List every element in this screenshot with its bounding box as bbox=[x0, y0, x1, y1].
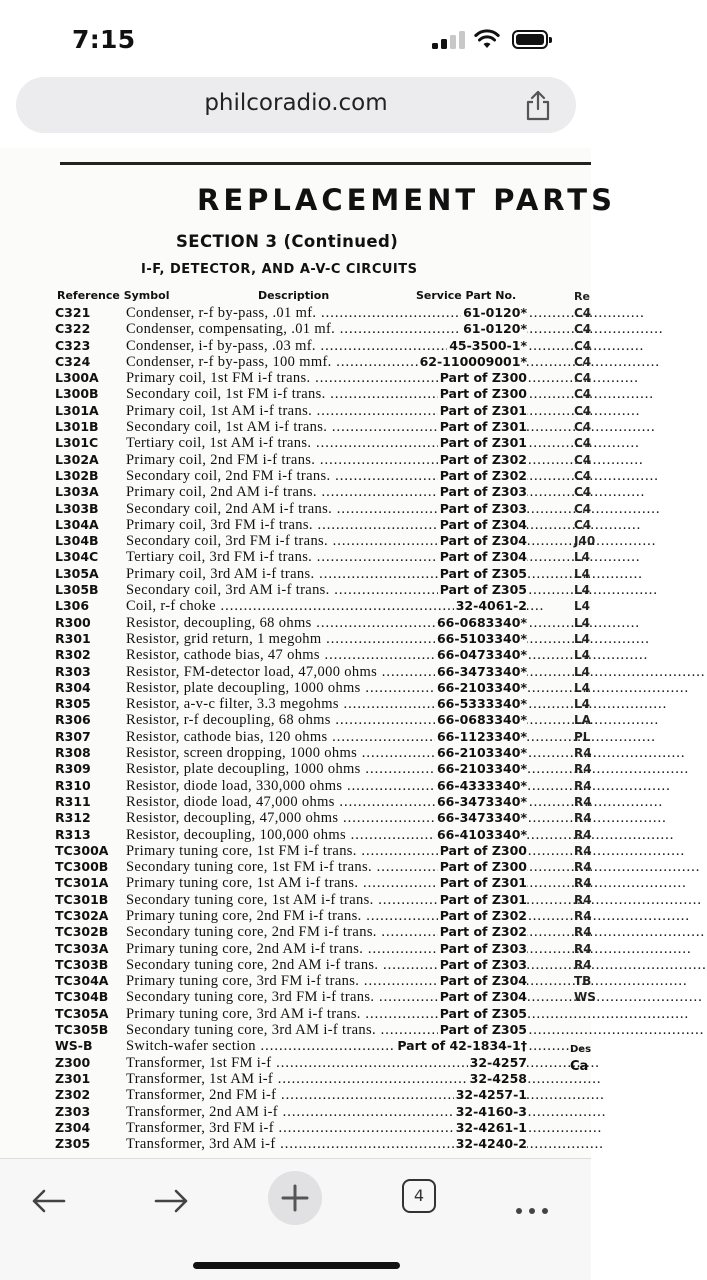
part-description: Resistor, cathode bias, 47 ohms ..... bbox=[126, 647, 449, 663]
table-row bbox=[0, 354, 591, 370]
part-description: Primary coil, 3rd FM i-f trans. ..... bbox=[126, 517, 449, 533]
adjacent-column-cell: C4 bbox=[574, 403, 592, 418]
reference-symbol: L305A bbox=[55, 565, 99, 581]
service-part-number: Part of Z300 bbox=[439, 370, 527, 386]
reference-symbol: L300B bbox=[55, 386, 99, 402]
service-part-number: Part of Z304 bbox=[439, 973, 527, 989]
service-part-number: Part of Z304 bbox=[439, 516, 527, 532]
column-header-part-no: Service Part No. bbox=[416, 289, 517, 302]
part-description: Secondary tuning core, 2nd FM i-f trans. ..... bbox=[126, 924, 449, 940]
reference-symbol: R305 bbox=[55, 696, 91, 712]
part-description: Primary tuning core, 1st FM i-f trans. ..... bbox=[126, 843, 449, 859]
document-scan bbox=[0, 148, 616, 1158]
part-description: Primary coil, 2nd AM i-f trans. ..... bbox=[126, 484, 449, 500]
table-row bbox=[0, 778, 591, 794]
service-part-number: 66-2103340* bbox=[436, 761, 527, 777]
parts-table bbox=[0, 305, 596, 1153]
service-part-number: 66-4103340* bbox=[436, 826, 527, 842]
service-part-number: 66-5333340* bbox=[436, 696, 527, 712]
table-row bbox=[0, 908, 591, 924]
reference-symbol: Z304 bbox=[55, 1119, 91, 1135]
reference-symbol: Z305 bbox=[55, 1136, 91, 1152]
service-part-number: 62-110009001* bbox=[419, 353, 527, 369]
service-part-number: 66-2103340* bbox=[436, 745, 527, 761]
service-part-number: 32-4257 bbox=[469, 1054, 527, 1070]
adjacent-column-cell: C4 bbox=[574, 452, 592, 467]
part-description: Resistor, decoupling, 100,000 ohms ..... bbox=[126, 827, 449, 843]
adjacent-column-cell: R4 bbox=[574, 811, 592, 826]
table-row bbox=[0, 989, 596, 1006]
table-row bbox=[0, 729, 591, 745]
reference-symbol: Z301 bbox=[55, 1070, 91, 1086]
service-part-number: 66-3473340* bbox=[436, 810, 527, 826]
reference-symbol: TC301A bbox=[55, 875, 109, 891]
table-row bbox=[0, 1038, 591, 1054]
part-description: Resistor, grid return, 1 megohm ..... bbox=[126, 631, 449, 647]
service-part-number: 32-4240-2 bbox=[455, 1136, 527, 1152]
adjacent-column-cell: C4 bbox=[574, 420, 592, 435]
cellular-signal-icon bbox=[432, 31, 466, 49]
adjacent-column-cell: PL bbox=[574, 729, 591, 744]
table-row bbox=[0, 957, 591, 973]
reference-symbol: C324 bbox=[55, 353, 91, 369]
service-part-number: Part of Z305 bbox=[439, 1022, 527, 1038]
column-headers bbox=[0, 289, 591, 305]
reference-symbol: C323 bbox=[55, 337, 91, 353]
adjacent-column-cell: R4 bbox=[574, 794, 592, 809]
service-part-number: 32-4160-3 bbox=[455, 1103, 527, 1119]
table-row bbox=[0, 582, 591, 598]
service-part-number: Part of Z304 bbox=[439, 533, 527, 549]
part-description: Primary tuning core, 1st AM i-f trans. ..... bbox=[126, 875, 449, 891]
reference-symbol: L301B bbox=[55, 419, 99, 435]
reference-symbol: R312 bbox=[55, 810, 91, 826]
reference-symbol: L300A bbox=[55, 370, 99, 386]
service-part-number: Part of Z301 bbox=[439, 435, 527, 451]
section-subtitle: I-F, DETECTOR, AND A-V-C CIRCUITS bbox=[141, 262, 418, 277]
service-part-number: Part of Z305 bbox=[439, 1005, 527, 1021]
service-part-number: Part of Z302 bbox=[439, 467, 527, 483]
part-description: Secondary tuning core, 3rd AM i-f trans. ..... bbox=[126, 1022, 449, 1038]
table-row bbox=[0, 680, 591, 696]
service-part-number: 66-0683340* bbox=[436, 614, 527, 630]
table-row bbox=[0, 843, 591, 859]
table-row bbox=[0, 631, 591, 647]
table-row bbox=[0, 924, 591, 940]
service-part-number: 66-1123340* bbox=[436, 728, 527, 744]
reference-symbol: TC302A bbox=[55, 907, 109, 923]
battery-icon bbox=[512, 30, 548, 49]
adjacent-column-cell: R4 bbox=[574, 843, 592, 858]
reference-symbol: L301A bbox=[55, 402, 99, 418]
part-description: Primary tuning core, 2nd FM i-f trans. ..... bbox=[126, 908, 449, 924]
service-part-number: Part of Z304 bbox=[439, 989, 527, 1005]
adjacent-column-cell: L4 bbox=[574, 599, 590, 614]
service-part-number: Part of Z303 bbox=[439, 500, 527, 516]
table-row bbox=[0, 794, 591, 810]
reference-symbol: C322 bbox=[55, 321, 91, 337]
service-part-number: Part of Z300 bbox=[439, 842, 527, 858]
part-description: Condenser, i-f by-pass, .03 mf. ..... bbox=[126, 338, 449, 354]
adjacent-column-cell: LA bbox=[574, 713, 591, 728]
part-description: Resistor, r-f decoupling, 68 ohms ..... bbox=[126, 712, 449, 728]
reference-symbol: R308 bbox=[55, 745, 91, 761]
part-description: Secondary tuning core, 3rd FM i-f trans. ..... bbox=[126, 989, 449, 1005]
part-description: Resistor, plate decoupling, 1000 ohms ..... bbox=[126, 761, 449, 777]
service-part-number: 61-0120* bbox=[463, 321, 527, 337]
adjacent-column-cell: C4 bbox=[574, 468, 592, 483]
part-description: Switch-wafer section ..... bbox=[126, 1038, 449, 1054]
reference-symbol: TC305B bbox=[55, 1022, 109, 1038]
service-part-number: 66-0473340* bbox=[436, 647, 527, 663]
part-description: Primary tuning core, 3rd AM i-f trans. ..... bbox=[126, 1006, 449, 1022]
table-row bbox=[0, 892, 591, 908]
table-row bbox=[0, 452, 591, 468]
table-row bbox=[0, 712, 591, 728]
part-description: Coil, r-f choke ..... bbox=[126, 598, 449, 614]
share-icon[interactable] bbox=[523, 90, 553, 122]
table-row bbox=[0, 533, 596, 550]
part-description: Resistor, diode load, 47,000 ohms ..... bbox=[126, 794, 449, 810]
reference-symbol: R306 bbox=[55, 712, 91, 728]
reference-symbol: R303 bbox=[55, 663, 91, 679]
adjacent-column-cell: L4 bbox=[574, 680, 590, 695]
adjacent-column-cell: R4 bbox=[574, 925, 592, 940]
part-description: Condenser, compensating, .01 mf. ..... bbox=[126, 321, 449, 337]
reference-symbol: Z303 bbox=[55, 1103, 91, 1119]
part-description: Secondary coil, 2nd FM i-f trans. ..... bbox=[126, 468, 449, 484]
part-description: Resistor, screen dropping, 1000 ohms ..... bbox=[126, 745, 449, 761]
browser-toolbar bbox=[0, 1158, 591, 1280]
adjacent-column-cell: R4 bbox=[574, 860, 592, 875]
service-part-number: Part of 42-1834-1† bbox=[397, 1038, 527, 1054]
reference-symbol: L304C bbox=[55, 549, 99, 565]
service-part-number: 66-4333340* bbox=[436, 777, 527, 793]
reference-symbol: C321 bbox=[55, 305, 91, 320]
adjacent-note-1: Des bbox=[570, 1044, 592, 1055]
part-description: Resistor, FM-detector load, 47,000 ohms ..... bbox=[126, 664, 449, 680]
part-description: Transformer, 1st FM i-f ..... bbox=[126, 1055, 449, 1071]
table-row bbox=[0, 403, 591, 419]
table-row bbox=[0, 435, 591, 451]
table-row bbox=[0, 875, 591, 891]
plus-icon bbox=[268, 1171, 322, 1225]
forward-button[interactable] bbox=[146, 1175, 198, 1227]
adjacent-column-cutoff bbox=[574, 289, 596, 1006]
adjacent-column-cell: R4 bbox=[574, 827, 592, 842]
adjacent-column-cell: L4 bbox=[574, 566, 590, 581]
wifi-icon bbox=[474, 27, 500, 49]
adjacent-column-cell: R4 bbox=[574, 762, 592, 777]
part-description: Resistor, cathode bias, 120 ohms ..... bbox=[126, 729, 449, 745]
service-part-number: Part of Z300 bbox=[439, 386, 527, 402]
part-description: Secondary coil, 1st AM i-f trans. ..... bbox=[126, 419, 449, 435]
reference-symbol: L304A bbox=[55, 516, 99, 532]
table-row bbox=[0, 419, 591, 435]
adjacent-column-cell: C4 bbox=[574, 485, 592, 500]
reference-symbol: L303A bbox=[55, 484, 99, 500]
status-time: 7:15 bbox=[72, 25, 136, 54]
reference-symbol: L302A bbox=[55, 451, 99, 467]
part-description: Tertiary coil, 3rd FM i-f trans. ..... bbox=[126, 549, 449, 565]
reference-symbol: TC303A bbox=[55, 940, 109, 956]
reference-symbol: Z302 bbox=[55, 1087, 91, 1103]
adjacent-column-cell: L4 bbox=[574, 615, 590, 630]
service-part-number: Part of Z302 bbox=[439, 451, 527, 467]
reference-symbol: Z300 bbox=[55, 1054, 91, 1070]
table-row bbox=[0, 305, 591, 321]
service-part-number: 61-0120* bbox=[463, 305, 527, 320]
part-description: Primary coil, 3rd AM i-f trans. ..... bbox=[126, 566, 449, 582]
part-description: Secondary coil, 3rd AM i-f trans. ..... bbox=[126, 582, 449, 598]
part-description: Transformer, 3rd FM i-f ..... bbox=[126, 1120, 449, 1136]
table-row bbox=[0, 810, 591, 826]
table-row bbox=[0, 827, 591, 843]
reference-symbol: L305B bbox=[55, 582, 99, 598]
reference-symbol: WS-B bbox=[55, 1038, 93, 1054]
part-description: Primary coil, 1st FM i-f trans. ..... bbox=[126, 370, 449, 386]
table-row bbox=[0, 598, 591, 614]
table-row bbox=[0, 321, 591, 337]
address-bar[interactable] bbox=[16, 77, 576, 133]
service-part-number: 66-3473340* bbox=[436, 793, 527, 809]
service-part-number: Part of Z303 bbox=[439, 484, 527, 500]
table-row bbox=[0, 501, 591, 517]
part-description: Secondary tuning core, 2nd AM i-f trans. ..... bbox=[126, 957, 449, 973]
adjacent-column-cell: R4 bbox=[574, 778, 592, 793]
service-part-number: 66-5103340* bbox=[436, 630, 527, 646]
table-row bbox=[0, 338, 591, 354]
table-row bbox=[0, 1055, 591, 1071]
table-row bbox=[0, 484, 591, 500]
adjacent-column-cell: J40 bbox=[574, 534, 596, 549]
table-row bbox=[0, 761, 591, 777]
table-row bbox=[0, 1006, 591, 1022]
reference-symbol: TC300B bbox=[55, 859, 109, 875]
part-description: Secondary coil, 2nd AM i-f trans. ..... bbox=[126, 501, 449, 517]
reference-symbol: R307 bbox=[55, 728, 91, 744]
table-row bbox=[0, 1071, 591, 1087]
part-description: Primary tuning core, 2nd AM i-f trans. ..... bbox=[126, 941, 449, 957]
reference-symbol: TC300A bbox=[55, 842, 109, 858]
part-description: Primary coil, 2nd FM i-f trans. ..... bbox=[126, 452, 449, 468]
table-row bbox=[0, 745, 591, 761]
table-row bbox=[0, 1104, 591, 1120]
reference-symbol: R313 bbox=[55, 826, 91, 842]
part-description: Tertiary coil, 1st AM i-f trans. ..... bbox=[126, 435, 449, 451]
table-row bbox=[0, 370, 591, 386]
adjacent-column-cell: L4 bbox=[574, 550, 590, 565]
adjacent-column-header: Re bbox=[574, 290, 590, 303]
part-description: Resistor, diode load, 330,000 ohms ..... bbox=[126, 778, 449, 794]
header-rule bbox=[60, 162, 591, 165]
reference-symbol: L303B bbox=[55, 500, 99, 516]
section-heading: SECTION 3 (Continued) bbox=[176, 232, 399, 251]
service-part-number: Part of Z305 bbox=[439, 565, 527, 581]
adjacent-column-cell: C4 bbox=[574, 354, 592, 369]
table-row bbox=[0, 1120, 591, 1136]
reference-symbol: R301 bbox=[55, 630, 91, 646]
reference-symbol: L304B bbox=[55, 533, 99, 549]
adjacent-note-2: Ca bbox=[570, 1059, 589, 1074]
reference-symbol: R300 bbox=[55, 614, 91, 630]
status-bar bbox=[0, 0, 591, 72]
adjacent-column-cell: R4 bbox=[574, 908, 592, 923]
adjacent-column-cell: C4 bbox=[574, 306, 592, 320]
part-description: Secondary coil, 3rd FM i-f trans. ..... bbox=[126, 533, 449, 549]
part-description: Transformer, 2nd FM i-f ..... bbox=[126, 1087, 449, 1103]
service-part-number: Part of Z301 bbox=[439, 402, 527, 418]
service-part-number: 66-3473340* bbox=[436, 663, 527, 679]
part-description: Transformer, 3rd AM i-f ..... bbox=[126, 1136, 449, 1152]
service-part-number: Part of Z302 bbox=[439, 907, 527, 923]
part-description: Resistor, decoupling, 47,000 ohms ..... bbox=[126, 810, 449, 826]
table-row bbox=[0, 859, 591, 875]
adjacent-column-cell: L4 bbox=[574, 583, 590, 598]
adjacent-column-cell: TB bbox=[574, 974, 592, 989]
reference-symbol: L302B bbox=[55, 467, 99, 483]
column-header-description: Description bbox=[258, 289, 330, 302]
more-icon[interactable] bbox=[506, 1175, 558, 1227]
adjacent-column-cell: L4 bbox=[574, 697, 590, 712]
table-row bbox=[0, 941, 591, 957]
part-description: Primary coil, 1st AM i-f trans. ..... bbox=[126, 403, 449, 419]
reference-symbol: L306 bbox=[55, 598, 90, 614]
service-part-number: Part of Z303 bbox=[439, 956, 527, 972]
service-part-number: Part of Z301 bbox=[439, 875, 527, 891]
reference-symbol: TC305A bbox=[55, 1005, 109, 1021]
adjacent-column-cell: C4 bbox=[574, 517, 592, 532]
table-row bbox=[0, 386, 591, 402]
reference-symbol: R309 bbox=[55, 761, 91, 777]
part-description: Secondary tuning core, 1st FM i-f trans. ..... bbox=[126, 859, 449, 875]
column-header-reference: Reference Symbol bbox=[57, 289, 170, 302]
reference-symbol: R311 bbox=[55, 793, 91, 809]
reference-symbol: TC302B bbox=[55, 924, 109, 940]
adjacent-column-cell: L4 bbox=[574, 648, 590, 663]
service-part-number: 32-4261-1 bbox=[455, 1119, 527, 1135]
adjacent-column-cell: C4 bbox=[574, 338, 592, 353]
service-part-number: Part of Z302 bbox=[439, 924, 527, 940]
reference-symbol: R302 bbox=[55, 647, 91, 663]
adjacent-column-cell: WS bbox=[574, 990, 596, 1005]
adjacent-column-cell: R4 bbox=[574, 957, 592, 972]
url-text[interactable]: philcoradio.com bbox=[204, 90, 388, 116]
table-row bbox=[0, 696, 591, 712]
reference-symbol: TC301B bbox=[55, 891, 109, 907]
part-description: Condenser, r-f by-pass, .01 mf. ..... bbox=[126, 305, 449, 321]
adjacent-column-cell: R4 bbox=[574, 746, 592, 761]
service-part-number: Part of Z301 bbox=[439, 419, 527, 435]
service-part-number: Part of Z304 bbox=[439, 549, 527, 565]
new-tab-button[interactable] bbox=[268, 1171, 322, 1225]
back-button[interactable] bbox=[22, 1175, 74, 1227]
service-part-number: Part of Z300 bbox=[439, 859, 527, 875]
part-description: Condenser, r-f by-pass, 100 mmf. ..... bbox=[126, 354, 449, 370]
adjacent-column-cell: C4 bbox=[574, 501, 592, 516]
reference-symbol: TC304B bbox=[55, 989, 109, 1005]
service-part-number: Part of Z305 bbox=[439, 582, 527, 598]
table-row bbox=[0, 1022, 591, 1038]
table-row bbox=[0, 1087, 591, 1103]
table-row bbox=[0, 973, 591, 989]
service-part-number: 66-2103340* bbox=[436, 679, 527, 695]
part-description: Resistor, a-v-c filter, 3.3 megohms ..... bbox=[126, 696, 449, 712]
part-description: Secondary tuning core, 1st AM i-f trans. ..... bbox=[126, 892, 449, 908]
service-part-number: Part of Z303 bbox=[439, 940, 527, 956]
table-row bbox=[0, 1136, 591, 1152]
adjacent-column-cell: L4 bbox=[574, 664, 590, 679]
part-description: Transformer, 2nd AM i-f ..... bbox=[126, 1104, 449, 1120]
table-row bbox=[0, 549, 591, 565]
home-indicator bbox=[193, 1262, 400, 1269]
part-description: Transformer, 1st AM i-f ..... bbox=[126, 1071, 449, 1087]
adjacent-column-cell: R4 bbox=[574, 876, 592, 891]
tabs-button[interactable]: 4 bbox=[402, 1179, 436, 1213]
adjacent-column-cell: L4 bbox=[574, 631, 590, 646]
table-row bbox=[0, 664, 591, 680]
table-row bbox=[0, 566, 591, 582]
reference-symbol: R304 bbox=[55, 679, 91, 695]
part-description: Resistor, decoupling, 68 ohms ..... bbox=[126, 615, 449, 631]
adjacent-column-cell: C4 bbox=[574, 436, 592, 451]
reference-symbol: R310 bbox=[55, 777, 91, 793]
service-part-number: 32-4257-1 bbox=[455, 1087, 527, 1103]
service-part-number: 45-3500-1* bbox=[449, 337, 527, 353]
part-description: Secondary coil, 1st FM i-f trans. ..... bbox=[126, 386, 449, 402]
part-description: Resistor, plate decoupling, 1000 ohms ..... bbox=[126, 680, 449, 696]
service-part-number: Part of Z301 bbox=[439, 891, 527, 907]
adjacent-column-cell: R4 bbox=[574, 892, 592, 907]
table-row bbox=[0, 517, 591, 533]
part-description: Primary tuning core, 3rd FM i-f trans. ..... bbox=[126, 973, 449, 989]
service-part-number: 66-0683340* bbox=[436, 712, 527, 728]
reference-symbol: TC304A bbox=[55, 973, 109, 989]
table-row bbox=[0, 647, 591, 663]
reference-symbol: L301C bbox=[55, 435, 99, 451]
table-row bbox=[0, 468, 591, 484]
service-part-number: 32-4061-2 bbox=[455, 598, 527, 614]
service-part-number: 32-4258 bbox=[469, 1070, 527, 1086]
table-row bbox=[0, 615, 591, 631]
adjacent-column-cell: C4 bbox=[574, 322, 592, 337]
adjacent-column-cell: C4 bbox=[574, 371, 592, 386]
document-title: REPLACEMENT PARTS bbox=[197, 183, 616, 217]
reference-symbol: TC303B bbox=[55, 956, 109, 972]
adjacent-column-cell: C4 bbox=[574, 387, 592, 402]
adjacent-column-cell: R4 bbox=[574, 941, 592, 956]
